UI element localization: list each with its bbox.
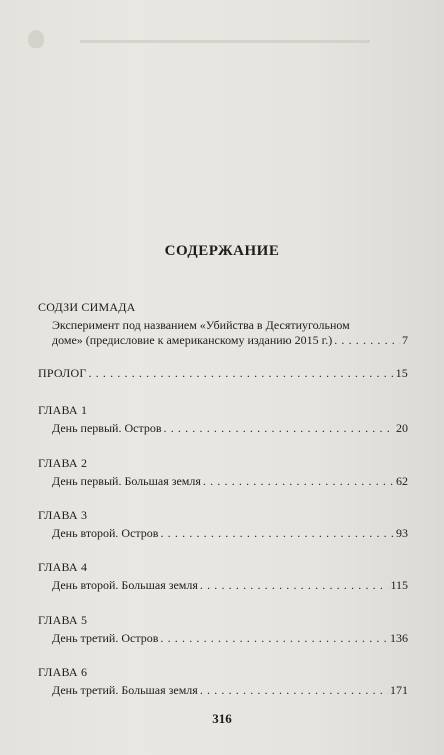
chapter-entry <box>38 421 408 436</box>
leader-dots <box>160 526 394 541</box>
toc-chapter-2 <box>38 456 408 489</box>
author-name: СОДЗИ СИМАДА <box>38 300 136 314</box>
prologue-entry <box>38 366 408 381</box>
chapter-label: ГЛАВА 5 <box>38 613 88 627</box>
chapter-page: 20 <box>396 421 408 435</box>
toc-chapter-5 <box>38 613 408 646</box>
toc-chapter-1 <box>38 403 408 436</box>
chapter-title: День второй. Большая земля <box>52 578 198 592</box>
page-number: 316 <box>212 711 232 726</box>
chapter-entry <box>38 474 408 489</box>
chapter-label: ГЛАВА 3 <box>38 508 88 522</box>
preface-line-1: Эксперимент под названием «Убийства в Десятиугольном <box>52 318 350 332</box>
chapter-title: День второй. Остров <box>52 526 159 540</box>
leader-dots <box>164 421 395 436</box>
chapter-entry <box>38 526 408 541</box>
leader-dots <box>200 578 389 593</box>
toc-chapter-4 <box>38 560 408 593</box>
bleed-through-header <box>80 40 370 50</box>
chapter-entry <box>38 631 408 646</box>
chapter-page: 93 <box>396 526 408 540</box>
preface-line-2: доме» (предисловие к американскому изданию 2015 г.) <box>52 333 333 347</box>
chapter-title: День третий. Большая земля <box>52 683 198 697</box>
chapter-title: День третий. Остров <box>52 631 159 645</box>
prologue-page: 15 <box>395 366 408 380</box>
preface-entry <box>38 333 408 348</box>
chapter-label: ГЛАВА 1 <box>38 403 88 417</box>
toc-preface <box>38 318 408 348</box>
chapter-entry <box>38 683 408 698</box>
chapter-entry <box>38 578 408 593</box>
toc-chapter-6 <box>38 665 408 698</box>
chapter-page: 62 <box>396 474 408 488</box>
chapter-page: 136 <box>390 631 408 645</box>
toc-prologue <box>38 366 408 381</box>
toc-author <box>38 300 408 315</box>
preface-page: 7 <box>402 333 408 347</box>
chapter-title: День первый. Большая земля <box>52 474 201 488</box>
leader-dots <box>334 333 400 348</box>
prologue-label: ПРОЛОГ <box>38 366 87 380</box>
chapter-label: ГЛАВА 4 <box>38 560 88 574</box>
chapter-page: 115 <box>390 578 408 592</box>
chapter-title: День первый. Остров <box>52 421 162 435</box>
page-title: СОДЕРЖАНИЕ <box>164 243 280 259</box>
leader-dots <box>89 366 394 381</box>
leader-dots <box>203 474 394 489</box>
toc-chapter-3 <box>38 508 408 541</box>
chapter-label: ГЛАВА 2 <box>38 456 88 470</box>
chapter-page: 171 <box>390 683 408 697</box>
leader-dots <box>200 683 388 698</box>
leader-dots <box>160 631 388 646</box>
bleed-through-emblem-icon <box>28 30 44 48</box>
chapter-label: ГЛАВА 6 <box>38 665 88 679</box>
